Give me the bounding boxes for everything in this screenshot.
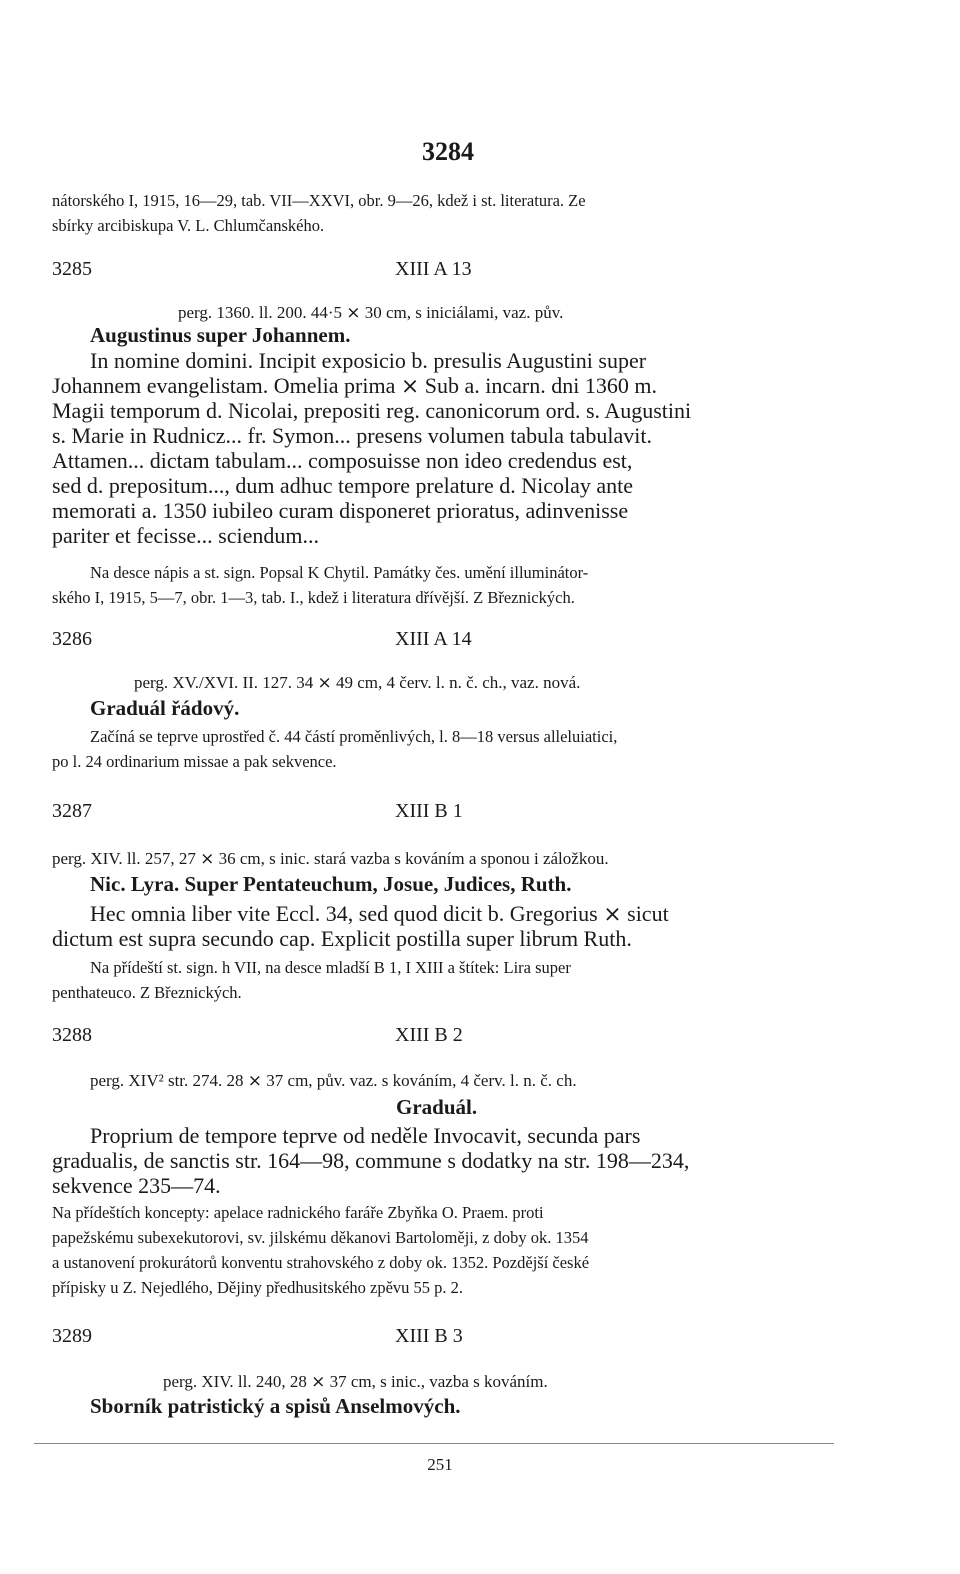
shelf-signature: XIII B 3 [395, 1325, 463, 1347]
text-line: s. Marie in Rudnicz... fr. Symon... presens volumen tabula tabulavit. [52, 423, 653, 448]
entry-title: Nic. Lyra. Super Pentateuchum, Josue, Judices, Ruth. [90, 872, 572, 896]
entry-title: Sborník patristický a spisů Anselmových. [90, 1394, 461, 1418]
entry-title: Augustinus super Johannem. [90, 323, 351, 347]
physical-description: perg. XIV² str. 274. 28 ⨯ 37 cm, pův. vaz. s kováním, 4 červ. l. n. č. ch. [90, 1071, 577, 1090]
entry-number: 3289 [52, 1325, 92, 1347]
incipit-text [52, 348, 842, 548]
entry-title: Graduál. [396, 1095, 478, 1119]
note-line: Na přídeštích koncepty: apelace radnického faráře Zbyňka O. Praem. proti [52, 1203, 544, 1222]
entry-notes [52, 560, 842, 610]
intro-line: sbírky arcibiskupa V. L. Chlumčanského. [52, 216, 325, 235]
note-line: Začíná se teprve uprostřed č. 44 částí proměnlivých, l. 8—18 versus alleluiatici, [90, 727, 618, 746]
note-line: penthateuco. Z Březnických. [52, 983, 242, 1002]
text-line: Proprium de tempore teprve od neděle Invocavit, secunda pars [90, 1123, 641, 1148]
entry-notes [52, 1200, 842, 1300]
footer-rule [34, 1443, 834, 1444]
entry-number: 3286 [52, 628, 92, 650]
entry-number: 3285 [52, 258, 92, 280]
note-line: Na přídeští st. sign. h VII, na desce mladší B 1, I XIII a štítek: Lira super [90, 958, 571, 977]
physical-description: perg. 1360. ll. 200. 44·5 ⨯ 30 cm, s iniciálami, vaz. pův. [178, 303, 564, 322]
text-line: sed d. prepositum..., dum adhuc tempore prelature d. Nicolay ante [52, 473, 633, 498]
entry-number: 3288 [52, 1024, 92, 1046]
physical-description: perg. XV./XVI. II. 127. 34 ⨯ 49 cm, 4 červ. l. n. č. ch., vaz. nová. [134, 673, 581, 692]
note-line: a ustanovení prokurátorů konventu strahovského z doby ok. 1352. Pozdější české [52, 1253, 590, 1272]
intro-continuation [52, 188, 842, 238]
intro-line: nátorského I, 1915, 16—29, tab. VII—XXVI, obr. 9—26, kdež i st. literatura. Ze [52, 191, 586, 210]
text-line: Magii temporum d. Nicolai, prepositi reg. canonicorum ord. s. Augustini [52, 398, 692, 423]
text-line: In nomine domini. Incipit exposicio b. presulis Augustini super [90, 348, 647, 373]
text-line: memorati a. 1350 iubileo curam disponeret prioratus, adinvenisse [52, 498, 629, 523]
entry-notes [52, 724, 842, 774]
entry-title: Graduál řádový. [90, 696, 240, 720]
physical-description: perg. XIV. ll. 240, 28 ⨯ 37 cm, s inic., vazba s kováním. [163, 1372, 548, 1391]
note-line: Na desce nápis a st. sign. Popsal K Chytil. Památky čes. umění illuminátor- [90, 563, 589, 582]
shelf-signature: XIII B 1 [395, 800, 463, 822]
note-line: ského I, 1915, 5—7, obr. 1—3, tab. I., kdež i literatura dřívější. Z Březnických. [52, 588, 575, 607]
note-line: přípisky u Z. Nejedlého, Dějiny předhusitského zpěvu 55 p. 2. [52, 1278, 464, 1297]
text-line: pariter et fecisse... sciendum... [52, 523, 319, 548]
text-line: sekvence 235—74. [52, 1173, 221, 1198]
text-line: gradualis, de sanctis str. 164—98, commune s dodatky na str. 198—234, [52, 1148, 690, 1173]
footer-page-number: 251 [427, 1455, 453, 1474]
shelf-signature: XIII A 13 [395, 258, 472, 280]
text-line: dictum est supra secundo cap. Explicit postilla super librum Ruth. [52, 926, 632, 951]
text-line: Johannem evangelistam. Omelia prima ⨯ Sub a. incarn. dni 1360 m. [52, 373, 657, 398]
incipit-text [52, 901, 842, 951]
note-line: po l. 24 ordinarium missae a pak sekvence. [52, 752, 337, 771]
physical-description: perg. XIV. ll. 257, 27 ⨯ 36 cm, s inic. stará vazba s kováním a sponou i záložkou. [52, 849, 609, 868]
text-line: Attamen... dictam tabulam... composuisse non ideo credendus est, [52, 448, 633, 473]
incipit-text [52, 1123, 842, 1198]
note-line: papežskému subexekutorovi, sv. jilskému děkanovi Bartoloměji, z doby ok. 1354 [52, 1228, 589, 1247]
text-line: Hec omnia liber vite Eccl. 34, sed quod dicit b. Gregorius ⨯ sicut [90, 901, 669, 926]
entry-notes [52, 955, 842, 1005]
shelf-signature: XIII A 14 [395, 628, 472, 650]
entry-number: 3287 [52, 800, 92, 822]
shelf-signature: XIII B 2 [395, 1024, 463, 1046]
page-number: 3284 [422, 137, 474, 166]
